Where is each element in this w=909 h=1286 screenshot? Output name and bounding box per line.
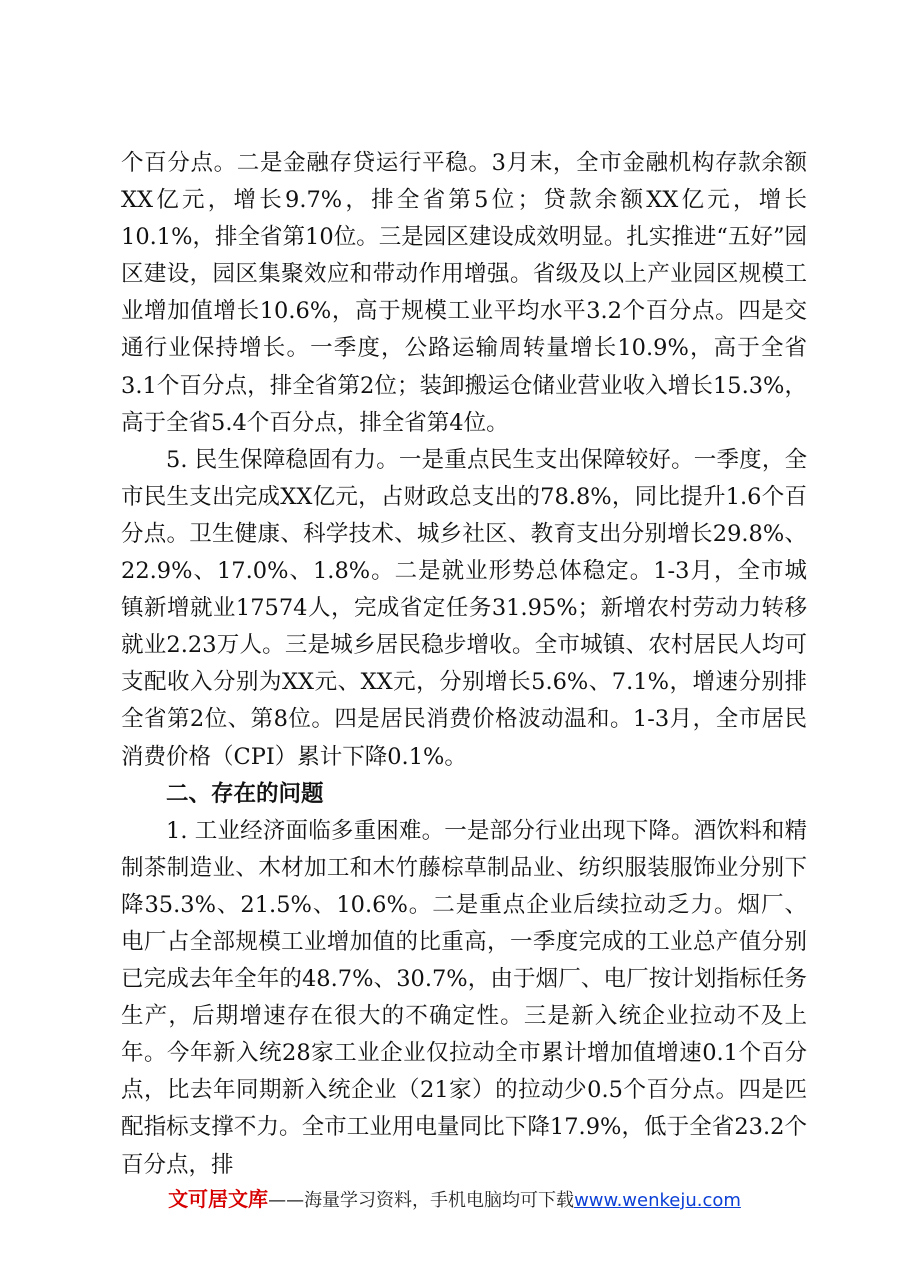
footer-website-link[interactable]: www.wenkeju.com (574, 1190, 741, 1211)
footer-tagline: ——海量学习资料，手机电脑均可下载 (268, 1190, 575, 1211)
section-heading-problems: 二、存在的问题 (166, 780, 324, 807)
document-body (121, 145, 807, 1184)
paragraph-industrial-difficulties: 1. 工业经济面临多重困难。一是部分行业出现下降。酒饮料和精制茶制造业、木材加工和木竹藤棕草制品业、纺织服装服饰业分别下降35.3%、21.5%、10.6%。二是重点企业后续拉动乏力。烟厂、电厂占全部规模工业增加值的比重高，一季度完成的工业总产值分别已完成去年全年的48.7%、30.7%，由于烟厂、电厂按计划指标任务生产，后期增速存在很大的不确定性。三是新入统企业拉动不及上年。今年新入统28家工业企业仅拉动全市累计增加值增速0.1个百分点，比去年同期新入统企业（21家）的拉动少0.5个百分点。四是匹配指标支撑不力。全市工业用电量同比下降17.9%，低于全省23.2个百分点，排 (121, 817, 807, 1178)
paragraph-livelihood-security: 5. 民生保障稳固有力。一是重点民生支出保障较好。一季度，全市民生支出完成XX亿元，占财政总支出的78.8%，同比提升1.6个百分点。卫生健康、科学技术、城乡社区、教育支出分别增长29.8%、22.9%、17.0%、1.8%。二是就业形势总体稳定。1-3月，全市城镇新增就业17574人，完成省定任务31.95%；新增农村劳动力转移就业2.23万人。三是城乡居民稳步增收。全市城镇、农村居民人均可支配收入分别为XX元、XX元，分别增长5.6%、7.1%，增速分别排全省第2位、第8位。四是居民消费价格波动温和。1-3月，全市居民消费价格（CPI）累计下降0.1%。 (121, 446, 807, 770)
paragraph-finance-parks-transport: 个百分点。二是金融存贷运行平稳。3月末，全市金融机构存款余额XX亿元，增长9.7%，排全省第5位；贷款余额XX亿元，增长10.1%，排全省第10位。三是园区建设成效明显。扎实推进“五好”园区建设，园区集聚效应和带动作用增强。省级及以上产业园区规模工业增加值增长10.6%，高于规模工业平均水平3.2个百分点。四是交通行业保持增长。一季度，公路运输周转量增长10.9%，高于全省3.1个百分点，排全省第2位；装卸搬运仓储业营业收入增长15.3%，高于全省5.4个百分点，排全省第4位。 (121, 150, 807, 436)
footer-banner (0, 1183, 909, 1212)
footer-brand: 文可居文库 (168, 1187, 269, 1211)
